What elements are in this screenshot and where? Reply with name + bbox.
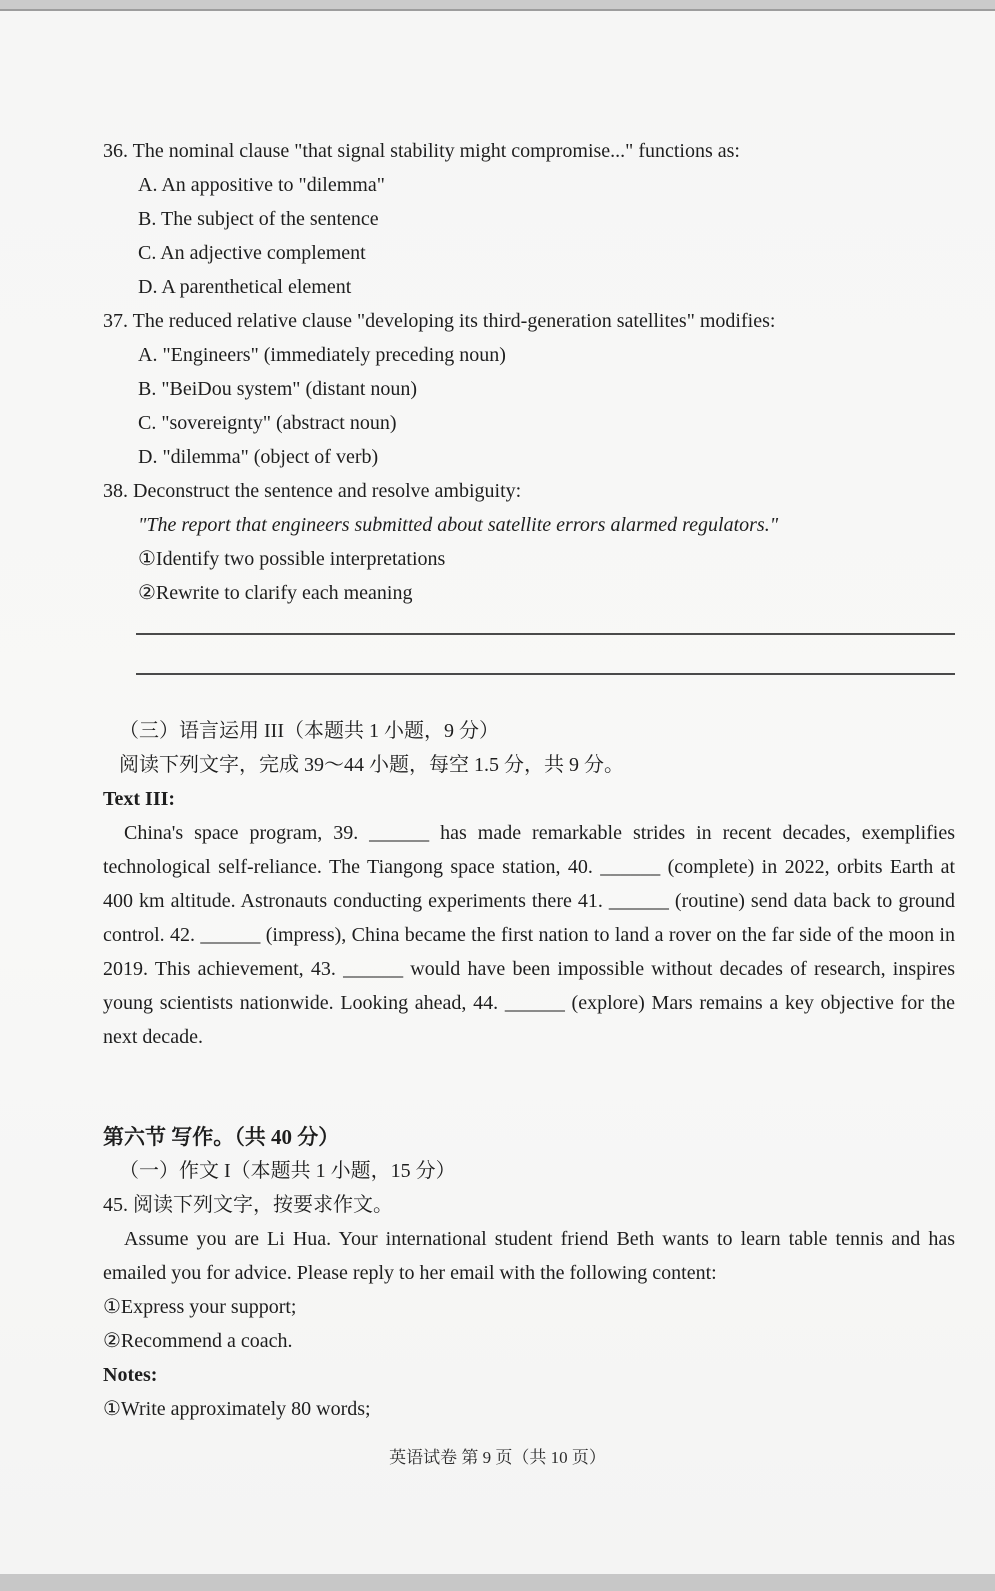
question-38-task-1: ①Identify two possible interpretations (138, 548, 446, 570)
question-37-option-b: B. "BeiDou system" (distant noun) (138, 378, 418, 400)
question-38-stem: 38. Deconstruct the sentence and resolve ambiguity: (103, 480, 522, 502)
section-6-sub-heading: （一）作文 I（本题共 1 小题，15 分） (119, 1160, 456, 1182)
answer-line (136, 633, 955, 635)
answer-line (136, 673, 955, 675)
question-36-option-c: C. An adjective complement (138, 242, 366, 264)
scan-bottom-edge (0, 1574, 995, 1591)
question-38-task-2: ②Rewrite to clarify each meaning (138, 582, 413, 604)
question-37-option-d: D. "dilemma" (object of verb) (138, 446, 379, 468)
question-38 (103, 474, 955, 610)
section-3-instruction: 阅读下列文字，完成 39～44 小题，每空 1.5 分，共 9 分。 (119, 754, 624, 776)
notes-label: Notes: (103, 1364, 158, 1386)
question-37-option-c: C. "sovereignty" (abstract noun) (138, 412, 397, 434)
question-37-option-a: A. "Engineers" (immediately preceding noun) (138, 344, 506, 366)
question-36-option-a: A. An appositive to "dilemma" (138, 174, 385, 196)
question-36 (103, 134, 955, 304)
question-45-point-1: ①Express your support; (103, 1296, 297, 1318)
cloze-paragraph: China's space program, 39. ______ has made remarkable strides in recent decades, exemplifies technological self-reliance. The Tiangong space station, 40. ______ (complete) in 2022, orbits Earth at 400 km altitude. Astronauts conducting experiments there 41. ______ (routine) send data back to ground control. 42. ______ (impress), China became the first nation to land a rover on the far side of the moon in 2019. This achievement, 43. ______ would have been impossible without decades of research, inspires young scientists nationwide. Looking ahead, 44. ______ (explore) Mars remains a key objective for the next decade. (103, 822, 955, 1048)
question-37-stem: 37. The reduced relative clause "developing its third-generation satellites" modifies: (103, 310, 776, 332)
section-3-heading: （三）语言运用 III（本题共 1 小题，9 分） (119, 720, 499, 742)
text-3-label: Text III: (103, 788, 176, 810)
section-6-writing (103, 1120, 955, 1426)
question-36-option-b: B. The subject of the sentence (138, 208, 379, 230)
question-45-label: 45. 阅读下列文字，按要求作文。 (103, 1194, 393, 1216)
question-38-quote: "The report that engineers submitted about satellite errors alarmed regulators." (138, 514, 779, 536)
page-footer: 英语试卷 第 9 页（共 10 页） (389, 1448, 606, 1467)
page-content (103, 0, 955, 1426)
question-45-point-2: ②Recommend a coach. (103, 1330, 293, 1352)
question-45-prompt: Assume you are Li Hua. Your international student friend Beth wants to learn table tennis and has emailed you for advice. Please reply to her email with the following content: (103, 1228, 955, 1284)
section-3-language-use (103, 714, 955, 1054)
question-36-stem: 36. The nominal clause "that signal stability might compromise..." functions as: (103, 140, 740, 162)
question-36-option-d: D. A parenthetical element (138, 276, 352, 298)
note-1: ①Write approximately 80 words; (103, 1398, 371, 1420)
question-37 (103, 304, 955, 474)
section-6-heading: 第六节 写作。（共 40 分） (103, 1125, 340, 1149)
